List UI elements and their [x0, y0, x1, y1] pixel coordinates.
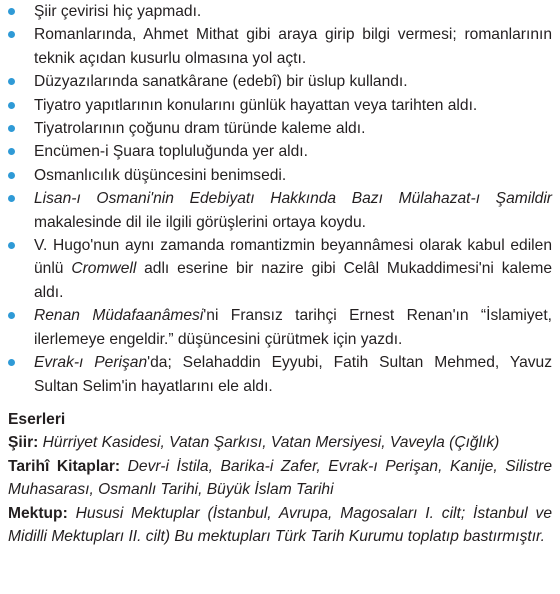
- works-category-label: Şiir:: [8, 434, 39, 452]
- bullet-dot-icon: [8, 8, 15, 15]
- list-item: [8, 0, 552, 23]
- list-item-text: Tiyatrolarının çoğunu dram türünde kaleme aldı.: [34, 120, 366, 138]
- works-category-label: Tarihî Kitaplar:: [8, 457, 121, 475]
- bullet-dot-icon: [8, 148, 15, 155]
- list-item-text: Osmanlıcılık düşüncesini benimsedi.: [34, 166, 287, 184]
- list-item-text: 'ni Fransız tarihçi Ernest Renan'ın “İslamiyet, ilerlemeye engeldir.” düşüncesini çürütmek için yazdı.: [34, 307, 552, 348]
- list-item: [8, 351, 552, 398]
- works-section: [8, 408, 552, 548]
- works-entry: [8, 455, 552, 502]
- list-item-text: V. Hugo'nun aynı zamanda romantizmin beyannâmesi olarak kabul edilen ünlü: [34, 237, 552, 278]
- bullet-dot-icon: [8, 195, 15, 202]
- bullet-dot-icon: [8, 102, 15, 109]
- list-item: [8, 117, 552, 140]
- list-item: [8, 94, 552, 117]
- bullet-dot-icon: [8, 172, 15, 179]
- list-item-text: Romanlarında, Ahmet Mithat gibi araya girip bilgi vermesi; romanlarının teknik açıdan kusurlu olmasına yol açtı.: [34, 26, 552, 67]
- bullet-dot-icon: [8, 242, 15, 249]
- works-entry: [8, 431, 552, 454]
- list-item-text: Düzyazılarında sanatkârane (edebî) bir üslup kullandı.: [34, 73, 408, 91]
- list-item: [8, 187, 552, 234]
- italic-title: Lisan-ı Osmani'nin Edebiyatı Hakkında Bazı Mülahazat-ı Şamildir: [34, 190, 552, 208]
- list-item: [8, 304, 552, 351]
- bullet-dot-icon: [8, 125, 15, 132]
- works-titles: Hususi Mektuplar (İstanbul, Avrupa, Magosaları I. cilt; İstanbul ve Midilli Mektupları II. cilt) Bu mektupları Türk Tarih Kurumu toplatıp bastırmıştır.: [8, 504, 552, 545]
- italic-title: Renan Müdafaanâmesi: [34, 307, 204, 325]
- bullet-dot-icon: [8, 78, 15, 85]
- list-item-text: Şiir çevirisi hiç yapmadı.: [34, 3, 202, 20]
- list-item-text: adlı eserine bir nazire gibi Celâl Mukaddimesi'ni kaleme aldı.: [34, 260, 552, 301]
- works-category-label: Mektup:: [8, 504, 68, 522]
- list-item-text: Tiyatro yapıtlarının konularını günlük hayattan veya tarihten aldı.: [34, 96, 478, 114]
- italic-title: Cromwell: [71, 260, 137, 278]
- works-titles: Hürriyet Kasidesi, Vatan Şarkısı, Vatan Mersiyesi, Vaveyla (Çığlık): [38, 434, 500, 452]
- list-item: [8, 23, 552, 70]
- works-entry: [8, 502, 552, 549]
- list-item: [8, 140, 552, 163]
- feature-list: [8, 0, 552, 398]
- bullet-dot-icon: [8, 31, 15, 38]
- italic-title: Evrak-ı Perişan: [34, 354, 148, 372]
- list-item: [8, 164, 552, 187]
- works-heading: Eserleri: [8, 410, 66, 428]
- list-item-text: 'da; Selahaddin Eyyubi, Fatih Sultan Mehmed, Yavuz Sultan Selim'in hayatlarını ele aldı.: [34, 354, 553, 395]
- list-item-text: makalesinde dil ile ilgili görüşlerini ortaya koydu.: [34, 213, 366, 231]
- bullet-dot-icon: [8, 312, 15, 319]
- bullet-dot-icon: [8, 359, 15, 366]
- list-item: [8, 70, 552, 93]
- list-item-text: Encümen-i Şuara topluluğunda yer aldı.: [34, 143, 308, 161]
- works-entries: [8, 431, 552, 548]
- list-item: [8, 234, 552, 304]
- works-titles: Devr-i İstila, Barika-i Zafer, Evrak-ı Perişan, Kanije, Silistre Muhasarası, Osmanlı Tarihi, Büyük İslam Tarihi: [8, 457, 552, 499]
